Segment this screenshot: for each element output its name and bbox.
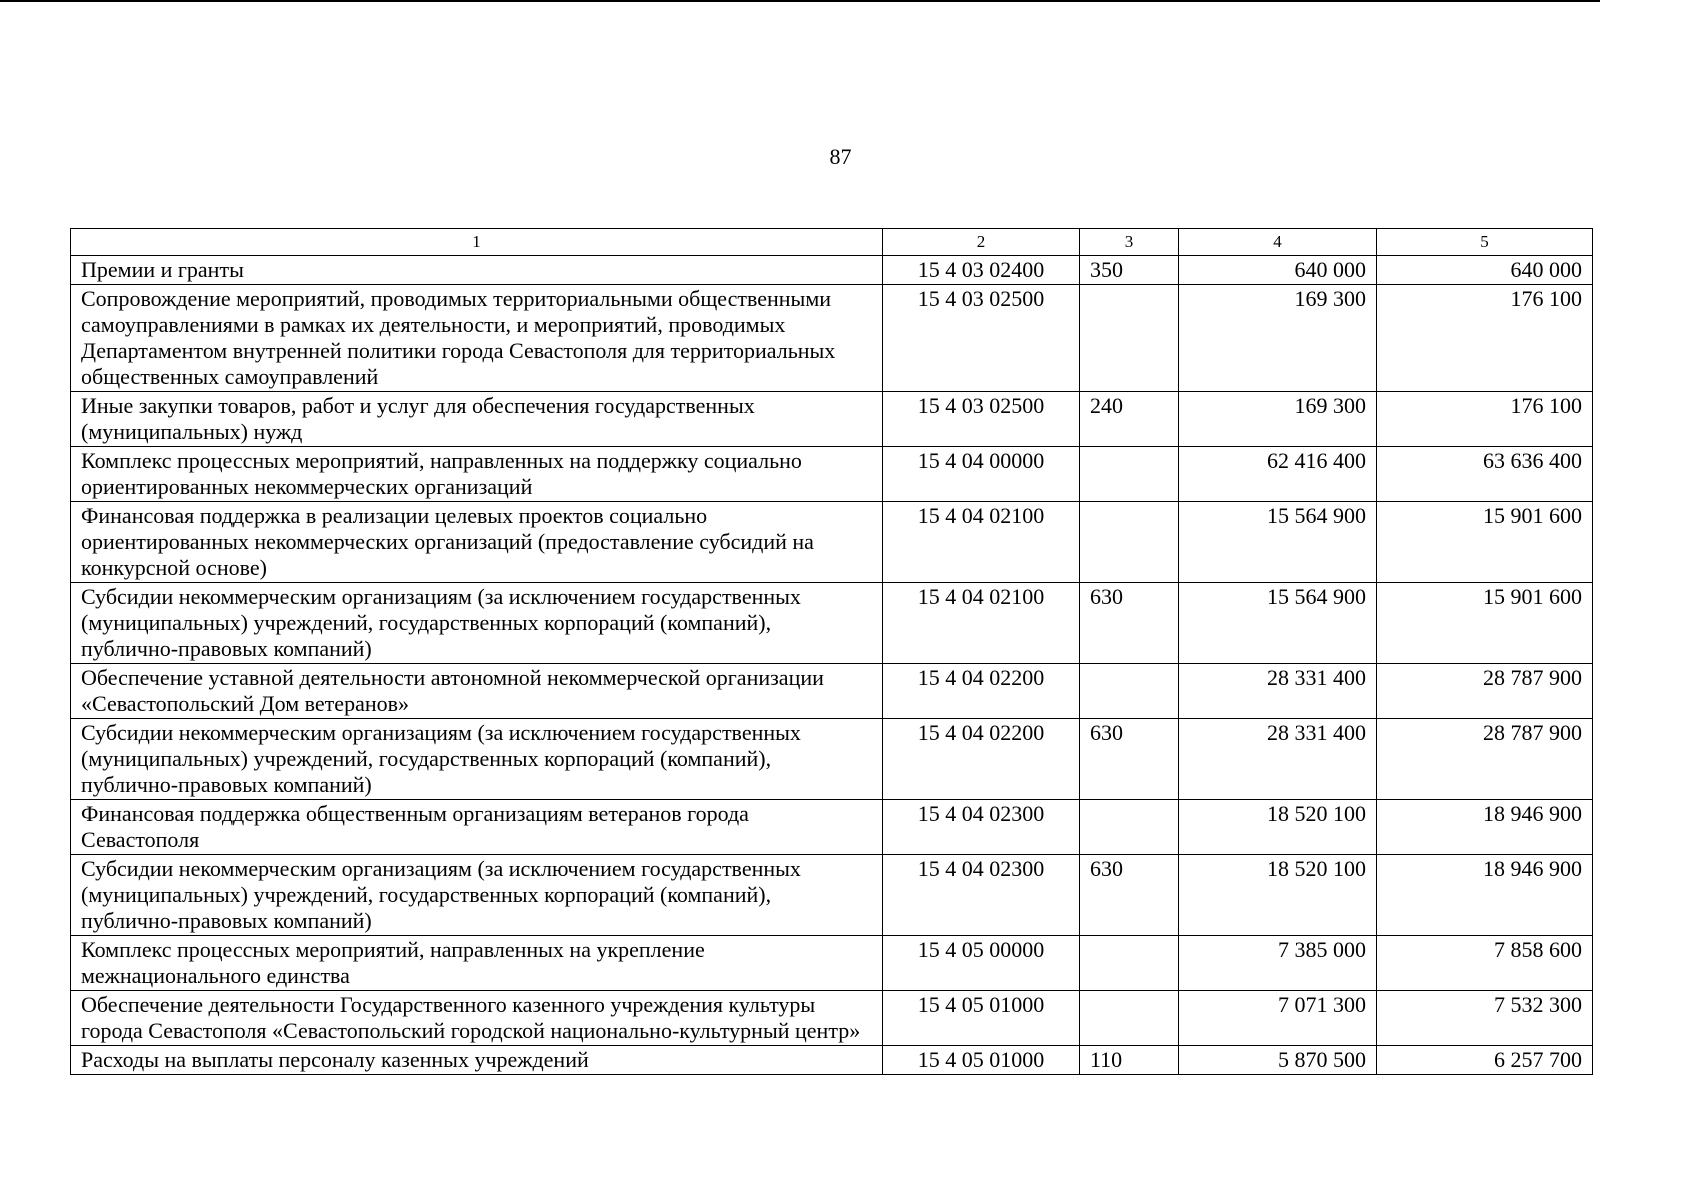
amount-year1-cell: 169 300 xyxy=(1179,285,1377,392)
table-row xyxy=(71,502,1593,583)
amount-year2-cell: 28 787 900 xyxy=(1377,664,1593,719)
expense-name-cell: Финансовая поддержка общественным организациям ветеранов города Севастополя xyxy=(71,800,883,855)
column-header-5: 5 xyxy=(1377,229,1593,256)
expense-type-cell xyxy=(1080,447,1179,502)
expense-type-cell xyxy=(1080,936,1179,991)
expense-name-cell: Финансовая поддержка в реализации целевых проектов социально ориентированных некоммерческих организаций (предоставление субсидий на конкурсной основе) xyxy=(71,502,883,583)
expense-name-cell: Премии и гранты xyxy=(71,256,883,285)
expense-type-cell: 630 xyxy=(1080,719,1179,800)
expense-name-cell: Обеспечение уставной деятельности автономной некоммерческой организации «Севастопольский Дом ветеранов» xyxy=(71,664,883,719)
column-header-2: 2 xyxy=(883,229,1080,256)
amount-year1-cell: 7 071 300 xyxy=(1179,991,1377,1046)
expense-type-cell xyxy=(1080,991,1179,1046)
table-row xyxy=(71,583,1593,664)
amount-year2-cell: 7 532 300 xyxy=(1377,991,1593,1046)
expense-name-cell: Расходы на выплаты персоналу казенных учреждений xyxy=(71,1046,883,1075)
budget-code-cell: 15 4 03 02500 xyxy=(883,392,1080,447)
budget-code-cell: 15 4 04 02200 xyxy=(883,664,1080,719)
amount-year2-cell: 176 100 xyxy=(1377,285,1593,392)
table-row xyxy=(71,256,1593,285)
amount-year1-cell: 15 564 900 xyxy=(1179,583,1377,664)
expense-name-cell: Комплекс процессных мероприятий, направленных на поддержку социально ориентированных некоммерческих организаций xyxy=(71,447,883,502)
page-number: 87 xyxy=(829,144,852,169)
table-row xyxy=(71,719,1593,800)
amount-year2-cell: 28 787 900 xyxy=(1377,719,1593,800)
amount-year2-cell: 15 901 600 xyxy=(1377,502,1593,583)
budget-code-cell: 15 4 03 02500 xyxy=(883,285,1080,392)
amount-year2-cell: 176 100 xyxy=(1377,392,1593,447)
budget-table xyxy=(70,228,1593,1075)
budget-code-cell: 15 4 04 02200 xyxy=(883,719,1080,800)
table-row xyxy=(71,664,1593,719)
expense-name-cell: Сопровождение мероприятий, проводимых территориальными общественными самоуправлениями в рамках их деятельности, и мероприятий, проводимых Департаментом внутренней политики города Севастополя для территориальных общественных самоуправлений xyxy=(71,285,883,392)
table-row xyxy=(71,447,1593,502)
expense-type-cell: 110 xyxy=(1080,1046,1179,1075)
amount-year1-cell: 15 564 900 xyxy=(1179,502,1377,583)
expense-name-cell: Комплекс процессных мероприятий, направленных на укрепление межнационального единства xyxy=(71,936,883,991)
expense-name-cell: Субсидии некоммерческим организациям (за исключением государственных (муниципальных) учреждений, государственных корпораций (компаний), публично-правовых компаний) xyxy=(71,855,883,936)
budget-code-cell: 15 4 05 01000 xyxy=(883,1046,1080,1075)
expense-name-cell: Иные закупки товаров, работ и услуг для обеспечения государственных (муниципальных) нужд xyxy=(71,392,883,447)
column-header-1: 1 xyxy=(71,229,883,256)
amount-year1-cell: 28 331 400 xyxy=(1179,719,1377,800)
table-row xyxy=(71,855,1593,936)
amount-year2-cell: 18 946 900 xyxy=(1377,855,1593,936)
expense-type-cell xyxy=(1080,664,1179,719)
amount-year2-cell: 6 257 700 xyxy=(1377,1046,1593,1075)
amount-year2-cell: 18 946 900 xyxy=(1377,800,1593,855)
table-row xyxy=(71,991,1593,1046)
amount-year1-cell: 18 520 100 xyxy=(1179,855,1377,936)
table-row xyxy=(71,285,1593,392)
expense-type-cell: 630 xyxy=(1080,855,1179,936)
top-border-line xyxy=(0,0,1600,2)
expense-type-cell: 240 xyxy=(1080,392,1179,447)
amount-year1-cell: 7 385 000 xyxy=(1179,936,1377,991)
column-header-4: 4 xyxy=(1179,229,1377,256)
budget-code-cell: 15 4 05 00000 xyxy=(883,936,1080,991)
amount-year1-cell: 18 520 100 xyxy=(1179,800,1377,855)
expense-type-cell xyxy=(1080,502,1179,583)
table-row xyxy=(71,800,1593,855)
table-row xyxy=(71,1046,1593,1075)
budget-code-cell: 15 4 04 02100 xyxy=(883,502,1080,583)
amount-year2-cell: 640 000 xyxy=(1377,256,1593,285)
amount-year2-cell: 63 636 400 xyxy=(1377,447,1593,502)
amount-year1-cell: 62 416 400 xyxy=(1179,447,1377,502)
amount-year1-cell: 5 870 500 xyxy=(1179,1046,1377,1075)
amount-year2-cell: 7 858 600 xyxy=(1377,936,1593,991)
expense-type-cell xyxy=(1080,285,1179,392)
amount-year1-cell: 640 000 xyxy=(1179,256,1377,285)
expense-type-cell: 630 xyxy=(1080,583,1179,664)
table-row xyxy=(71,936,1593,991)
expense-name-cell: Обеспечение деятельности Государственного казенного учреждения культуры города Севастополя «Севастопольский городской национально-культурный центр» xyxy=(71,991,883,1046)
amount-year1-cell: 28 331 400 xyxy=(1179,664,1377,719)
table-body xyxy=(71,256,1593,1075)
budget-code-cell: 15 4 04 02100 xyxy=(883,583,1080,664)
table-row xyxy=(71,392,1593,447)
amount-year2-cell: 15 901 600 xyxy=(1377,583,1593,664)
amount-year1-cell: 169 300 xyxy=(1179,392,1377,447)
budget-code-cell: 15 4 04 02300 xyxy=(883,800,1080,855)
column-header-3: 3 xyxy=(1080,229,1179,256)
budget-code-cell: 15 4 03 02400 xyxy=(883,256,1080,285)
expense-name-cell: Субсидии некоммерческим организациям (за исключением государственных (муниципальных) учреждений, государственных корпораций (компаний), публично-правовых компаний) xyxy=(71,719,883,800)
budget-code-cell: 15 4 05 01000 xyxy=(883,991,1080,1046)
expense-type-cell xyxy=(1080,800,1179,855)
table-header-row xyxy=(71,229,1593,256)
budget-code-cell: 15 4 04 02300 xyxy=(883,855,1080,936)
expense-type-cell: 350 xyxy=(1080,256,1179,285)
expense-name-cell: Субсидии некоммерческим организациям (за исключением государственных (муниципальных) учреждений, государственных корпораций (компаний), публично-правовых компаний) xyxy=(71,583,883,664)
budget-code-cell: 15 4 04 00000 xyxy=(883,447,1080,502)
